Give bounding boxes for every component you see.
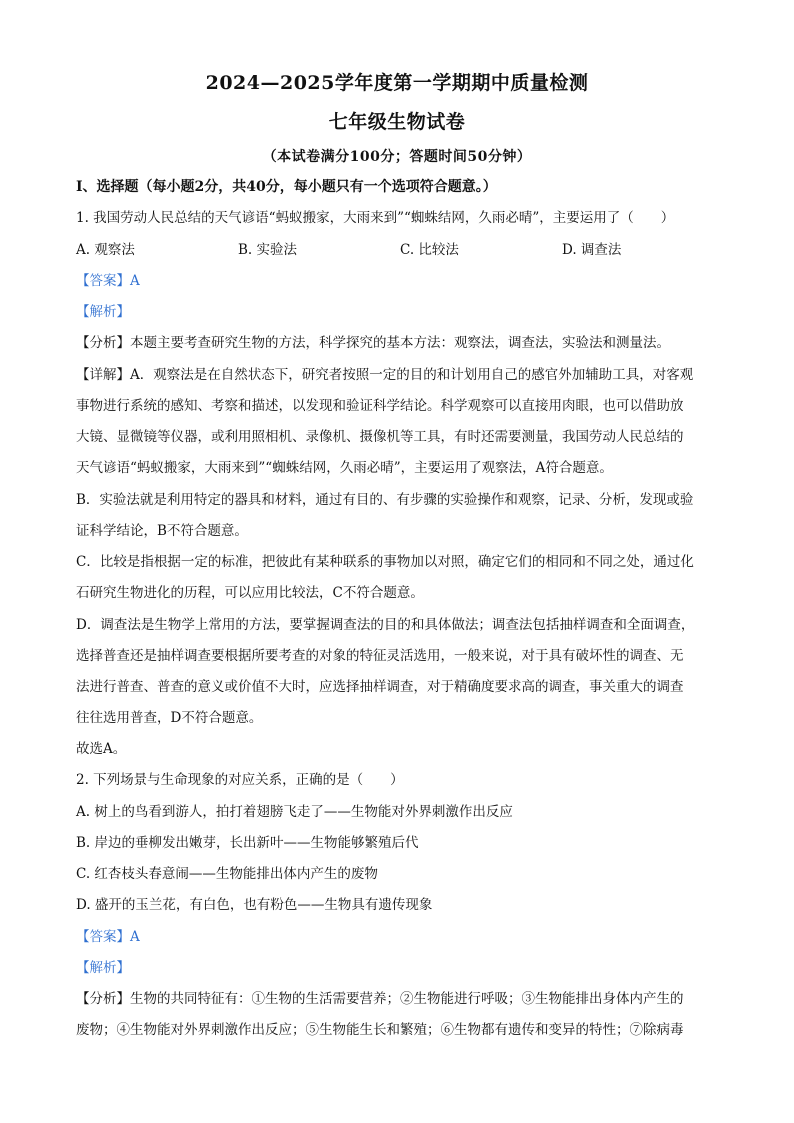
- q2-fenxi-line: 【分析】生物的共同特征有：①生物的生活需要营养；②生物能进行呼吸；③生物能排出身体内产生的: [76, 991, 684, 1007]
- q2-answer: 【答案】A: [76, 929, 140, 945]
- exam-note: （本试卷满分100分；答题时间50分钟）: [262, 149, 532, 165]
- q2-analysis-label: 【解析】: [76, 960, 130, 976]
- q1-option-a: A. 观察法: [76, 242, 135, 258]
- q1-detail-line: B．实验法就是利用特定的器具和材料，通过有目的、有步骤的实验操作和观察，记录、分析，发现或验: [76, 492, 694, 508]
- q1-answer: 【答案】A: [76, 273, 140, 289]
- q1-option-b: B. 实验法: [238, 242, 298, 258]
- q1-detail-line: 石研究生物进化的历程，可以应用比较法，C不符合题意。: [76, 585, 424, 601]
- q1-detail-line: C．比较是指根据一定的标准，把彼此有某种联系的事物加以对照，确定它们的相同和不同之处，通过化: [76, 554, 694, 570]
- q2-option-d: D. 盛开的玉兰花，有白色，也有粉色——生物具有遗传现象: [76, 897, 433, 913]
- q2-option-a: A. 树上的鸟看到游人，拍打着翅膀飞走了——生物能对外界刺激作出反应: [76, 804, 513, 820]
- q2-stem: 2. 下列场景与生命现象的对应关系，正确的是（ ）: [76, 772, 404, 788]
- exam-subtitle: 七年级生物试卷: [328, 111, 466, 133]
- q1-option-c: C. 比较法: [400, 242, 459, 258]
- q1-detail-line: 【详解】A．观察法是在自然状态下，研究者按照一定的目的和计划用自己的感官外加辅助工具，对客观: [76, 367, 694, 383]
- exam-title: 2024—2025学年度第一学期期中质量检测: [205, 72, 589, 94]
- q1-detail-line: 天气谚语“蚂蚁搬家，大雨来到”“蜘蛛结网，久雨必晴”，主要运用了观察法，A符合题意。: [76, 460, 613, 476]
- section-heading: Ⅰ、选择题（每小题2分，共40分，每小题只有一个选项符合题意。）: [76, 179, 497, 195]
- q1-stem: 1. 我国劳动人民总结的天气谚语“蚂蚁搬家，大雨来到”“蜘蛛结网，久雨必晴”，主要运用了（ ）: [76, 210, 675, 226]
- q1-detail-line: D．调查法是生物学上常用的方法，要掌握调查法的目的和具体做法；调查法包括抽样调查和全面调查，: [76, 617, 695, 633]
- q2-option-b: B. 岸边的垂柳发出嫩芽，长出新叶——生物能够繁殖后代: [76, 835, 419, 851]
- q1-detail-line: 证科学结论，B不符合题意。: [76, 523, 248, 539]
- q1-detail-line: 选择普查还是抽样调查要根据所要考查的对象的特征灵活选用，一般来说，对于具有破坏性的调查、无: [76, 648, 684, 664]
- q2-option-c: C. 红杏枝头春意闹——生物能排出体内产生的废物: [76, 866, 378, 882]
- q1-detail-line: 法进行普查、普查的意义或价值不大时，应选择抽样调查，对于精确度要求高的调查，事关重大的调查: [76, 679, 684, 695]
- q2-fenxi-line: 废物；④生物能对外界刺激作出反应；⑤生物能生长和繁殖；⑥生物都有遗传和变异的特性；⑦除病毒: [76, 1022, 684, 1038]
- q1-detail-line: 大镜、显微镜等仪器，或利用照相机、录像机、摄像机等工具，有时还需要测量，我国劳动人民总结的: [76, 429, 684, 445]
- q1-fenxi: 【分析】本题主要考查研究生物的方法，科学探究的基本方法：观察法，调查法，实验法和测量法。: [76, 335, 670, 351]
- q1-detail-line: 往往选用普查，D不符合题意。: [76, 710, 263, 726]
- q1-option-d: D. 调查法: [562, 242, 622, 258]
- q1-detail-line: 事物进行系统的感知、考察和描述，以发现和验证科学结论。科学观察可以直接用肉眼，也可以借助放: [76, 398, 684, 414]
- q1-analysis-label: 【解析】: [76, 304, 130, 320]
- q1-conclusion: 故选A。: [76, 741, 127, 757]
